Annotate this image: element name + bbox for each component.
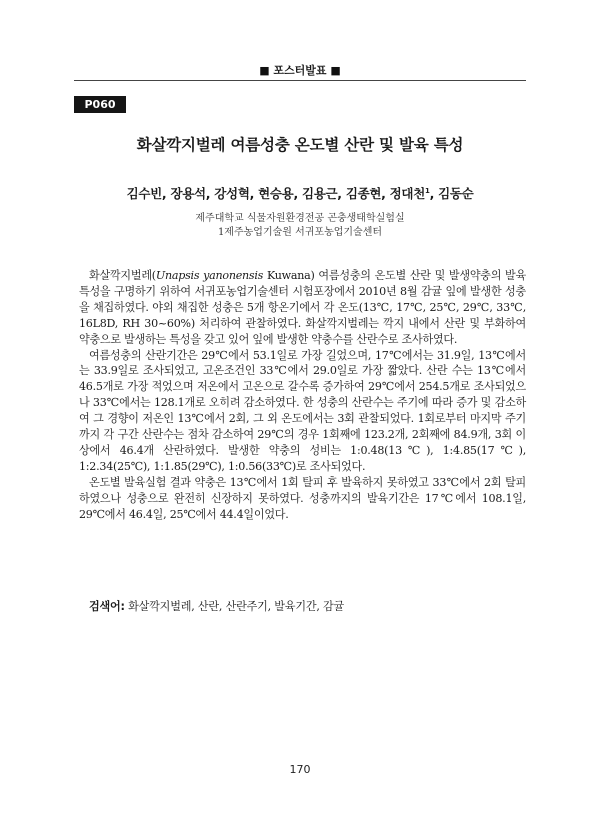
paper-title: 화살깍지벌레 여름성충 온도별 산란 및 발육 특성 xyxy=(136,136,464,154)
abstract-paragraph: 온도별 발육실험 결과 약충은 13℃에서 1회 탈피 후 발육하지 못하였고 33℃에서 2회 탈피하였으나 성충으로 완전히 신장하지 못하였다. 성충까지의 발육기간은 17℃에서 108.1일, 29℃에서 46.4일, 25℃에서 44.4일이었다. xyxy=(79,475,526,521)
keywords-label: 검색어: xyxy=(89,600,125,613)
keywords xyxy=(89,598,519,614)
affiliation-marker: 1 xyxy=(424,186,430,195)
page-number: 170 xyxy=(289,763,311,776)
author: 장용석, xyxy=(170,186,215,201)
affiliation-secondary: 1제주농업기술원 서귀포농업기술센터 xyxy=(217,227,383,238)
header-divider xyxy=(74,80,526,81)
author: 현승용, xyxy=(258,186,302,201)
section-header: ■ 포스터발표 ■ xyxy=(259,64,341,77)
author: 김용근, xyxy=(301,186,346,201)
author-list xyxy=(74,184,526,202)
abstract-paragraph: 화살깍지벌레(Unapsis yanonensis Kuwana) 여름성충의 온도별 산란 및 발생약충의 발육 특성을 구명하기 위하여 서귀포농업기술센터 시험포장에서 2010년 8월 감귤 잎에 발생한 성충을 채집하였다. 야외 채집한 성충은 5개 항온기에서 각 온도(13℃, 17℃, 25℃, 29℃, 33℃, 16L8D, RH 30~60%) 처리하여 관찰하였다. 화살깍지벌레는 깍지 내에서 산란 및 부화하여 약충으로 발생하는 특성을 갖고 있어 잎에 발생한 약충수를 산란수로 조사하였다. xyxy=(79,269,526,346)
paper-code-badge: P060 xyxy=(74,96,126,113)
author: 강성혁, xyxy=(214,186,259,201)
author: 정대천$^1$, xyxy=(389,186,439,201)
affiliation-primary: 제주대학교 식물자원환경전공 곤충생태학실험실 xyxy=(195,213,405,224)
scientific-name: Unapsis yanonensis xyxy=(155,269,264,282)
abstract xyxy=(79,268,526,523)
author: 김동순 xyxy=(438,186,474,201)
author: 김종현, xyxy=(345,186,390,201)
abstract-paragraph: 여름성충의 산란기간은 29℃에서 53.1일로 가장 길었으며, 17℃에서는 31.9일, 13℃에서는 33.9일로 조사되었고, 고온조건인 33℃에서 29.0일로 가장 짧았다. 산란 수는 13℃에서 46.5개로 가장 적었으며 저온에서 고온으로 갈수록 증가하여 29℃에서 254.5개로 조사되었으나 33℃에서는 128.1개로 오히려 감소하였다. 한 성충의 산란수는 주기에 따라 증가 및 감소하여 그 경향이 저온인 13℃에서 2회, 그 외 온도에서는 3회 관찰되었다. 1회로부터 마지막 주기까지 각 구간 산란수는 점차 감소하여 29℃의 경우 1회째에 123.2개, 2회째에 84.9개, 3회 이상에서 46.4개 산란하였다. 발생한 약충의 성비는 1:0.48(13℃), 1:4.85(17℃), 1:2.34(25℃), 1:1.85(29℃), 1:0.56(33℃)로 조사되었다. xyxy=(79,348,526,473)
author: 김수빈, xyxy=(126,186,171,201)
keywords-text: 화살깍지벌레, 산란, 산란주기, 발육기간, 감귤 xyxy=(128,600,345,613)
